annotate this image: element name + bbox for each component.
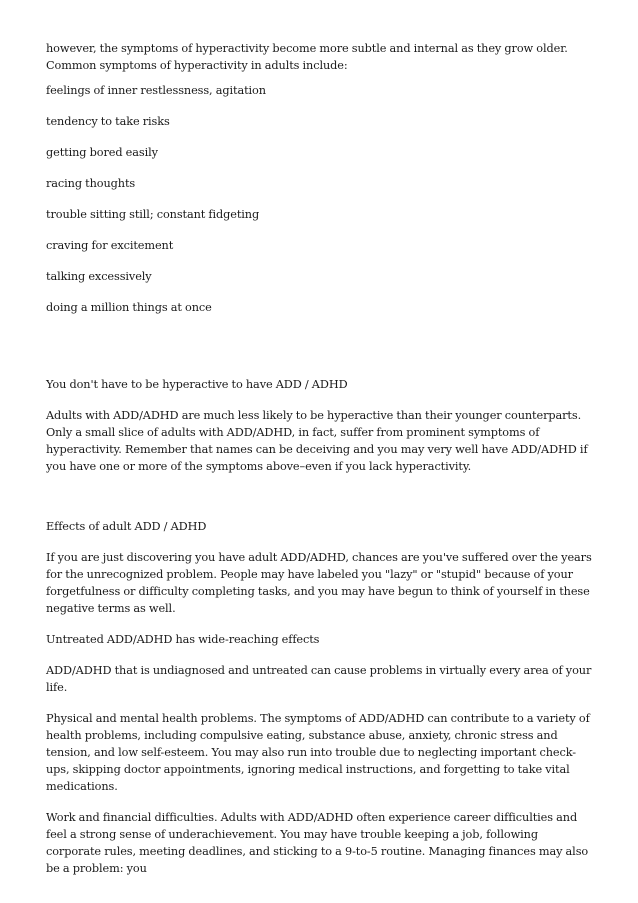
section-heading-hyperactive: You don't have to be hyperactive to have ADD / ADHD bbox=[46, 378, 348, 391]
section-heading-effects: Effects of adult ADD / ADHD bbox=[46, 520, 207, 533]
list-item: tendency to take risks bbox=[46, 115, 170, 128]
list-item: racing thoughts bbox=[46, 177, 136, 190]
list-item: craving for excitement bbox=[46, 239, 174, 252]
section-paragraph: If you are just discovering you have adult ADD/ADHD, chances are you've suffered over the years for the unrecognized problem. People may have labeled you "lazy" or "stupid" because of your forgetfulness or difficulty completing tasks, and you may have begun to think of yourself in these negative terms as well. bbox=[46, 551, 592, 615]
intro-paragraph: however, the symptoms of hyperactivity become more subtle and internal as they grow older. Common symptoms of hyperactivity in adults include: bbox=[46, 42, 568, 72]
subheading-untreated: Untreated ADD/ADHD has wide-reaching effects bbox=[46, 633, 320, 646]
section-paragraph: Physical and mental health problems. The symptoms of ADD/ADHD can contribute to a variety of health problems, including compulsive eating, substance abuse, anxiety, chronic stress and tension, and low self-esteem. You may also run into trouble due to neglecting important check-ups, skipping doctor appointments, ignoring medical instructions, and forgetting to take vital medications. bbox=[46, 712, 590, 793]
section-paragraph: Adults with ADD/ADHD are much less likely to be hyperactive than their younger counterparts. Only a small slice of adults with ADD/ADHD, in fact, suffer from prominent symptoms of hyperactivity. Remember that names can be deceiving and you may very well have ADD/ADHD if you have one or more of the symptoms above–even if you lack hyperactivity. bbox=[46, 409, 588, 473]
list-item: feelings of inner restlessness, agitation bbox=[46, 84, 266, 97]
list-item: getting bored easily bbox=[46, 146, 158, 159]
spacer bbox=[46, 489, 594, 518]
symptom-list bbox=[46, 82, 594, 316]
list-item: trouble sitting still; constant fidgeting bbox=[46, 208, 260, 221]
spacer bbox=[46, 330, 594, 376]
list-item: talking excessively bbox=[46, 270, 152, 283]
section-paragraph: Work and financial difficulties. Adults with ADD/ADHD often experience career difficulties and feel a strong sense of underachievement. You may have trouble keeping a job, following corporate rules, meeting deadlines, and sticking to a 9-to-5 routine. Managing finances may also be a problem: you bbox=[46, 811, 589, 875]
section-paragraph: ADD/ADHD that is undiagnosed and untreated can cause problems in virtually every area of your life. bbox=[46, 664, 592, 694]
list-item: doing a million things at once bbox=[46, 301, 212, 314]
document-page bbox=[46, 40, 594, 891]
